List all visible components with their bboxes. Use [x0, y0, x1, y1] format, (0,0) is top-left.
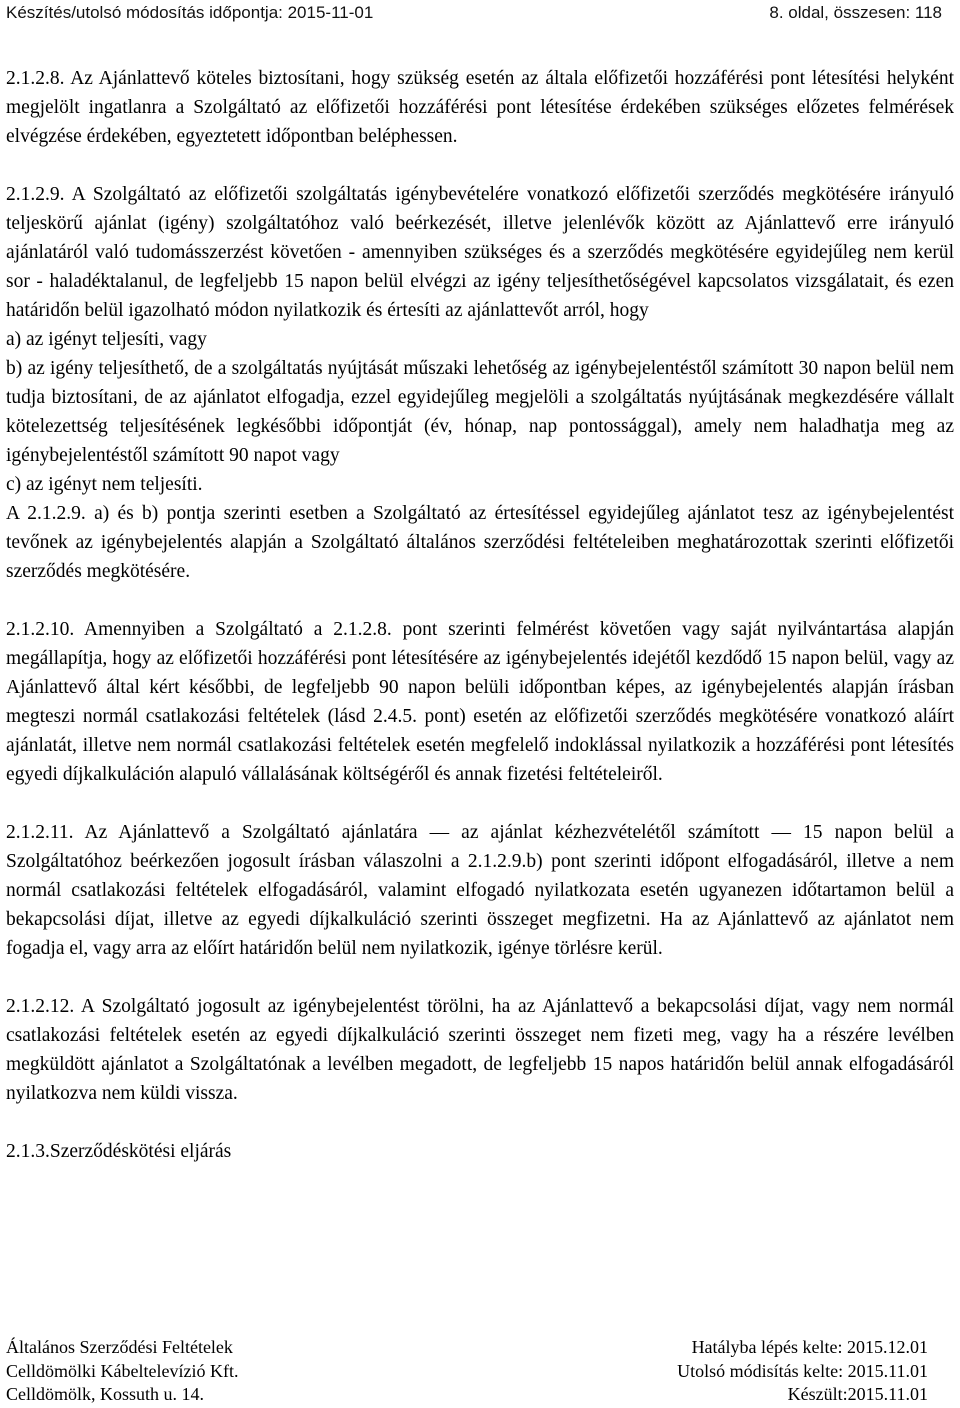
footer-effective-date: Hatályba lépés kelte: 2015.12.01: [691, 1337, 928, 1357]
paragraph-2-1-2-10: 2.1.2.10. Amennyiben a Szolgáltató a 2.1.2.8. pont szerinti felmérést követően vagy saját nyilvántartása alapján megállapítja, hogy az előfizetői hozzáférési pont létesítésére az igénybejelentés idejétől kezdődő 15 napon belül, vagy az Ajánlattevő által kért későbbi, de legfeljebb 90 napon belüli időpontban képes, az igénybejelentés alapján írásban megteszi normál csatlakozási feltételek (lásd 2.4.5. pont) esetén az előfizetői szerződés megkötésére vonatkozó aláírt ajánlatát, illetve nem normál csatlakozási feltételek esetén megfelelő indoklással nyilatkozik a hozzáférési pont létesítés egyedi díjkalkuláción alapuló vállalásának költségéről és annak fizetési feltételeiről.: [6, 619, 954, 785]
footer-row: [6, 1360, 928, 1384]
footer-document-name: Általános Szerződési Feltételek: [6, 1337, 233, 1357]
footer-row: [6, 1383, 928, 1407]
footer-row: [6, 1336, 928, 1360]
footer-address: Celldömölk, Kossuth u. 14.: [6, 1384, 205, 1404]
paragraph-2-1-2-8: 2.1.2.8. Az Ajánlattevő köteles biztosítani, hogy szükség esetén az általa előfizetői hozzáférési pont létesítési helyként megjelölt ingatlanra a Szolgáltató az előfizetői hozzáférési pont létesítése érdekében szükséges előzetes felmérések elvégzése érdekében, egyeztetett időpontban beléphessen.: [6, 68, 954, 147]
paragraph-2-1-2-9-text: 2.1.2.9. A Szolgáltató az előfizetői szolgáltatás igénybevételére vonatkozó előfizetői szerződés megkötésére irányuló teljeskörű ajánlat (igény) szolgáltatóhoz való beérkezését, illetve jelenlévők között az Ajánlattevő erre irányuló ajánlatáról való tudomásszerzést követően - amennyiben szükséges és a szerződés megkötésére egyidejűleg nem kerül sor - haladéktalanul, de legfeljebb 15 napon belül elvégzi az igény teljesíthetőségével kapcsolatos vizsgálatait, és ezen határidőn belül igazolható módon nyilatkozik és értesíti az ajánlattevőt arról, hogy: [6, 184, 954, 321]
footer-company-name: Celldömölki Kábeltelevízió Kft.: [6, 1360, 239, 1381]
header-page-number: 8. oldal, összesen: 118: [769, 3, 942, 22]
page-header: [6, 2, 942, 24]
list-item-a: a) az igényt teljesíti, vagy: [6, 329, 207, 350]
list-item-c: c) az igényt nem teljesíti.: [6, 474, 203, 495]
footer-created-date: Készült:2015.11.01: [787, 1384, 928, 1404]
paragraph-2-1-2-9: [6, 180, 954, 586]
footer-modified-date: Utolsó módisítás kelte: 2015.11.01: [677, 1360, 928, 1381]
paragraph-2-1-2-12: 2.1.2.12. A Szolgáltató jogosult az igénybejelentést törölni, ha az Ajánlattevő a bekapcsolási díjat, vagy nem normál csatlakozási feltételek esetén az egyedi díjkalkuláció szerinti összeget nem fizeti meg, vagy ha a részére levélben megküldött ajánlatot a Szolgáltatónak a levélben megadott, de legfeljebb 15 napos határidőn belül annak elfogadásáról nyilatkozva nem küldi vissza.: [6, 996, 954, 1104]
section-title: 2.1.3.Szerződéskötési eljárás: [6, 1141, 232, 1162]
document-body: [6, 64, 954, 1166]
page-footer: [6, 1336, 928, 1407]
list-item-b: b) az igény teljesíthető, de a szolgáltatás nyújtását műszaki lehetőség az igénybejelentéstől számított 30 napon belül nem tudja biztosítani, de az ajánlatot elfogadja, ezzel egyidejűleg megjelöli a szolgáltatás nyújtásának megkezdésére vállalt kötelezettség teljesítésének legkésőbbi időpontját (év, hónap, nap pontossággal), amely nem haladhatja meg az igénybejelentéstől számított 90 napot vagy: [6, 358, 954, 466]
paragraph-2-1-2-11: 2.1.2.11. Az Ajánlattevő a Szolgáltató ajánlatára ― az ajánlat kézhezvételétől számított ― 15 napon belül a Szolgáltatóhoz beérkezően jogosult írásban válaszolni a 2.1.2.9.b) pont szerinti időpont elfogadásáról, illetve a nem normál csatlakozási feltételek elfogadásáról, valamint elfogadó nyilatkozata esetén ugyanezen időtartamon belül a bekapcsolási díjat, illetve az egyedi díjkalkuláció szerinti összeget megfizetni. Ha az Ajánlattevő az ajánlatot nem fogadja el, vagy arra az előírt határidőn belül nem nyilatkozik, igénye törlésre kerül.: [6, 822, 954, 959]
header-timestamp: Készítés/utolsó módosítás időpontja: 2015-11-01: [6, 3, 374, 22]
paragraph-2-1-2-9-closing: A 2.1.2.9. a) és b) pontja szerinti esetben a Szolgáltató az értesítéssel egyidejűleg ajánlatot tesz az igénybejelentést tevőnek az igénybejelentés alapján a Szolgáltató általános szerződési feltételeiben meghatározottak szerinti előfizetői szerződés megkötésére.: [6, 503, 954, 582]
